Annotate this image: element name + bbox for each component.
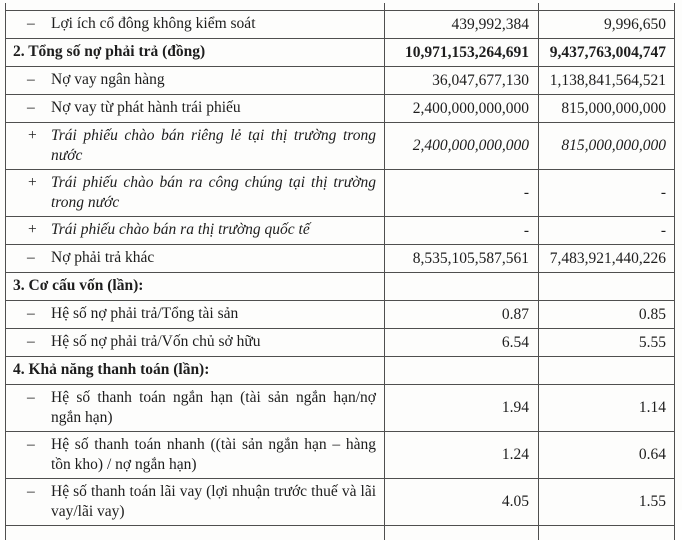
table-row bbox=[6, 245, 674, 273]
indicator-label: Trái phiếu chào bán riêng lẻ tại thị trường trong nước bbox=[51, 127, 376, 164]
table-row bbox=[6, 479, 674, 526]
value-cell-previous bbox=[539, 479, 674, 525]
indicator-label: Hệ số nợ phải trả/Tổng tài sản bbox=[51, 305, 239, 322]
row-prefix-sign: – bbox=[27, 249, 35, 266]
row-prefix-sign: – bbox=[27, 436, 35, 453]
indicator-cell bbox=[6, 357, 385, 384]
value-current: - bbox=[523, 221, 529, 239]
value-previous: 1,138,841,564,521 bbox=[549, 71, 666, 89]
value-cell-current bbox=[385, 123, 539, 169]
partial-cell bbox=[6, 3, 385, 10]
value-previous: 1.55 bbox=[638, 493, 666, 510]
partial-cell bbox=[385, 3, 539, 10]
indicator-cell bbox=[6, 385, 385, 431]
indicator-label: Trái phiếu chào bán ra công chúng tại thị trường trong nước bbox=[51, 174, 376, 211]
value-cell-current bbox=[385, 432, 539, 478]
indicator-label: 4. Khả năng thanh toán (lần): bbox=[13, 361, 210, 378]
value-cell-current bbox=[385, 11, 539, 38]
table-row bbox=[6, 217, 674, 245]
value-cell-current bbox=[385, 301, 539, 328]
value-current: 2,400,000,000,000 bbox=[412, 137, 529, 154]
partial-cell bbox=[385, 526, 539, 540]
indicator-cell bbox=[6, 123, 385, 169]
table-row bbox=[6, 329, 674, 357]
value-current: - bbox=[523, 184, 529, 201]
value-current: 6.54 bbox=[501, 333, 529, 351]
value-current: 1.94 bbox=[501, 399, 529, 416]
indicator-cell bbox=[6, 273, 385, 300]
indicator-cell bbox=[6, 170, 385, 216]
table-row bbox=[6, 39, 674, 67]
value-current: 2,400,000,000,000 bbox=[412, 99, 529, 117]
value-cell-current bbox=[385, 385, 539, 431]
value-previous: - bbox=[660, 184, 666, 201]
value-cell-previous bbox=[539, 432, 674, 478]
indicator-label: Hệ số thanh toán nhanh ((tài sản ngắn hạn – hàng tồn kho) / nợ ngắn hạn) bbox=[51, 436, 376, 473]
partial-cell bbox=[539, 526, 674, 540]
value-cell-previous bbox=[539, 39, 674, 66]
value-cell-current bbox=[385, 329, 539, 356]
value-cell-current bbox=[385, 95, 539, 122]
value-previous: 0.85 bbox=[638, 305, 666, 323]
value-current: 0.87 bbox=[501, 305, 529, 323]
indicator-cell bbox=[6, 329, 385, 356]
value-cell-previous bbox=[539, 245, 674, 272]
value-previous: 9,996,650 bbox=[604, 15, 666, 33]
value-cell-current bbox=[385, 39, 539, 66]
value-previous: 5.55 bbox=[638, 333, 666, 351]
table-row bbox=[6, 432, 674, 479]
row-prefix-sign: – bbox=[27, 99, 35, 116]
indicator-cell bbox=[6, 217, 385, 244]
table-row bbox=[6, 385, 674, 432]
value-current: 10,971,153,264,691 bbox=[405, 43, 529, 61]
value-current: 439,992,384 bbox=[451, 15, 529, 33]
indicator-label: Nợ phải trả khác bbox=[51, 249, 155, 266]
table-row bbox=[6, 11, 674, 39]
value-current: 36,047,677,130 bbox=[432, 71, 529, 89]
value-cell-previous bbox=[539, 217, 674, 244]
row-prefix-sign: + bbox=[27, 221, 38, 238]
value-previous: 815,000,000,000 bbox=[561, 99, 666, 117]
indicator-label: Hệ số thanh toán lãi vay (lợi nhuận trước thuế và lãi vay/lãi vay) bbox=[51, 483, 376, 520]
indicator-label: Nợ vay từ phát hành trái phiếu bbox=[51, 99, 241, 116]
indicator-label: 2. Tổng số nợ phải trả (đồng) bbox=[13, 43, 206, 60]
indicator-label: Trái phiếu chào bán ra thị trường quốc tế bbox=[51, 221, 310, 238]
value-cell-previous bbox=[539, 11, 674, 38]
indicator-label: Hệ số nợ phải trả/Vốn chủ sở hữu bbox=[51, 333, 261, 350]
value-cell-current bbox=[385, 479, 539, 525]
table-row bbox=[6, 273, 674, 301]
row-prefix-sign: + bbox=[27, 127, 38, 144]
value-previous: 9,437,763,004,747 bbox=[549, 43, 666, 61]
indicator-cell bbox=[6, 39, 385, 66]
table-row bbox=[6, 123, 674, 170]
table-row bbox=[6, 357, 674, 385]
value-cell-current bbox=[385, 245, 539, 272]
row-prefix-sign: – bbox=[27, 483, 35, 500]
value-cell-previous bbox=[539, 329, 674, 356]
row-prefix-sign: – bbox=[27, 389, 35, 406]
table-row-partial-top bbox=[6, 3, 674, 11]
value-current: 8,535,105,587,561 bbox=[412, 249, 529, 267]
indicator-label: 3. Cơ cấu vốn (lần): bbox=[13, 277, 144, 294]
row-prefix-sign: – bbox=[27, 305, 35, 322]
value-previous: 0.64 bbox=[638, 446, 666, 463]
indicator-label: Lợi ích cổ đông không kiểm soát bbox=[51, 15, 256, 32]
value-cell-current bbox=[385, 357, 539, 384]
value-cell-current bbox=[385, 67, 539, 94]
financial-ratios-table bbox=[5, 3, 675, 540]
value-cell-previous bbox=[539, 67, 674, 94]
row-prefix-sign: – bbox=[27, 71, 35, 88]
table-row bbox=[6, 95, 674, 123]
value-previous: 815,000,000,000 bbox=[561, 137, 666, 154]
value-cell-previous bbox=[539, 170, 674, 216]
table-rows bbox=[6, 11, 674, 526]
indicator-cell bbox=[6, 479, 385, 525]
value-cell-current bbox=[385, 170, 539, 216]
indicator-cell bbox=[6, 245, 385, 272]
partial-cell bbox=[6, 526, 385, 540]
value-current: 4.05 bbox=[501, 493, 529, 510]
indicator-cell bbox=[6, 95, 385, 122]
value-cell-current bbox=[385, 273, 539, 300]
value-previous: 7,483,921,440,226 bbox=[549, 249, 666, 267]
value-cell-previous bbox=[539, 273, 674, 300]
indicator-cell bbox=[6, 67, 385, 94]
value-current: 1.24 bbox=[501, 446, 529, 463]
indicator-label: Nợ vay ngân hàng bbox=[51, 71, 165, 88]
indicator-label: Hệ số thanh toán ngắn hạn (tài sản ngắn hạn/nợ ngắn hạn) bbox=[51, 389, 376, 426]
value-cell-previous bbox=[539, 95, 674, 122]
indicator-cell bbox=[6, 11, 385, 38]
table-row-partial-bottom bbox=[6, 526, 674, 540]
table-row bbox=[6, 170, 674, 217]
table-row bbox=[6, 301, 674, 329]
value-cell-previous bbox=[539, 301, 674, 328]
value-cell-previous bbox=[539, 357, 674, 384]
indicator-cell bbox=[6, 432, 385, 478]
row-prefix-sign: + bbox=[27, 174, 38, 191]
value-previous: 1.14 bbox=[638, 399, 666, 416]
indicator-cell bbox=[6, 301, 385, 328]
table-row bbox=[6, 67, 674, 95]
value-previous: - bbox=[660, 221, 666, 239]
partial-cell bbox=[539, 3, 674, 10]
row-prefix-sign: – bbox=[27, 15, 35, 32]
value-cell-current bbox=[385, 217, 539, 244]
row-prefix-sign: – bbox=[27, 333, 35, 350]
value-cell-previous bbox=[539, 385, 674, 431]
value-cell-previous bbox=[539, 123, 674, 169]
